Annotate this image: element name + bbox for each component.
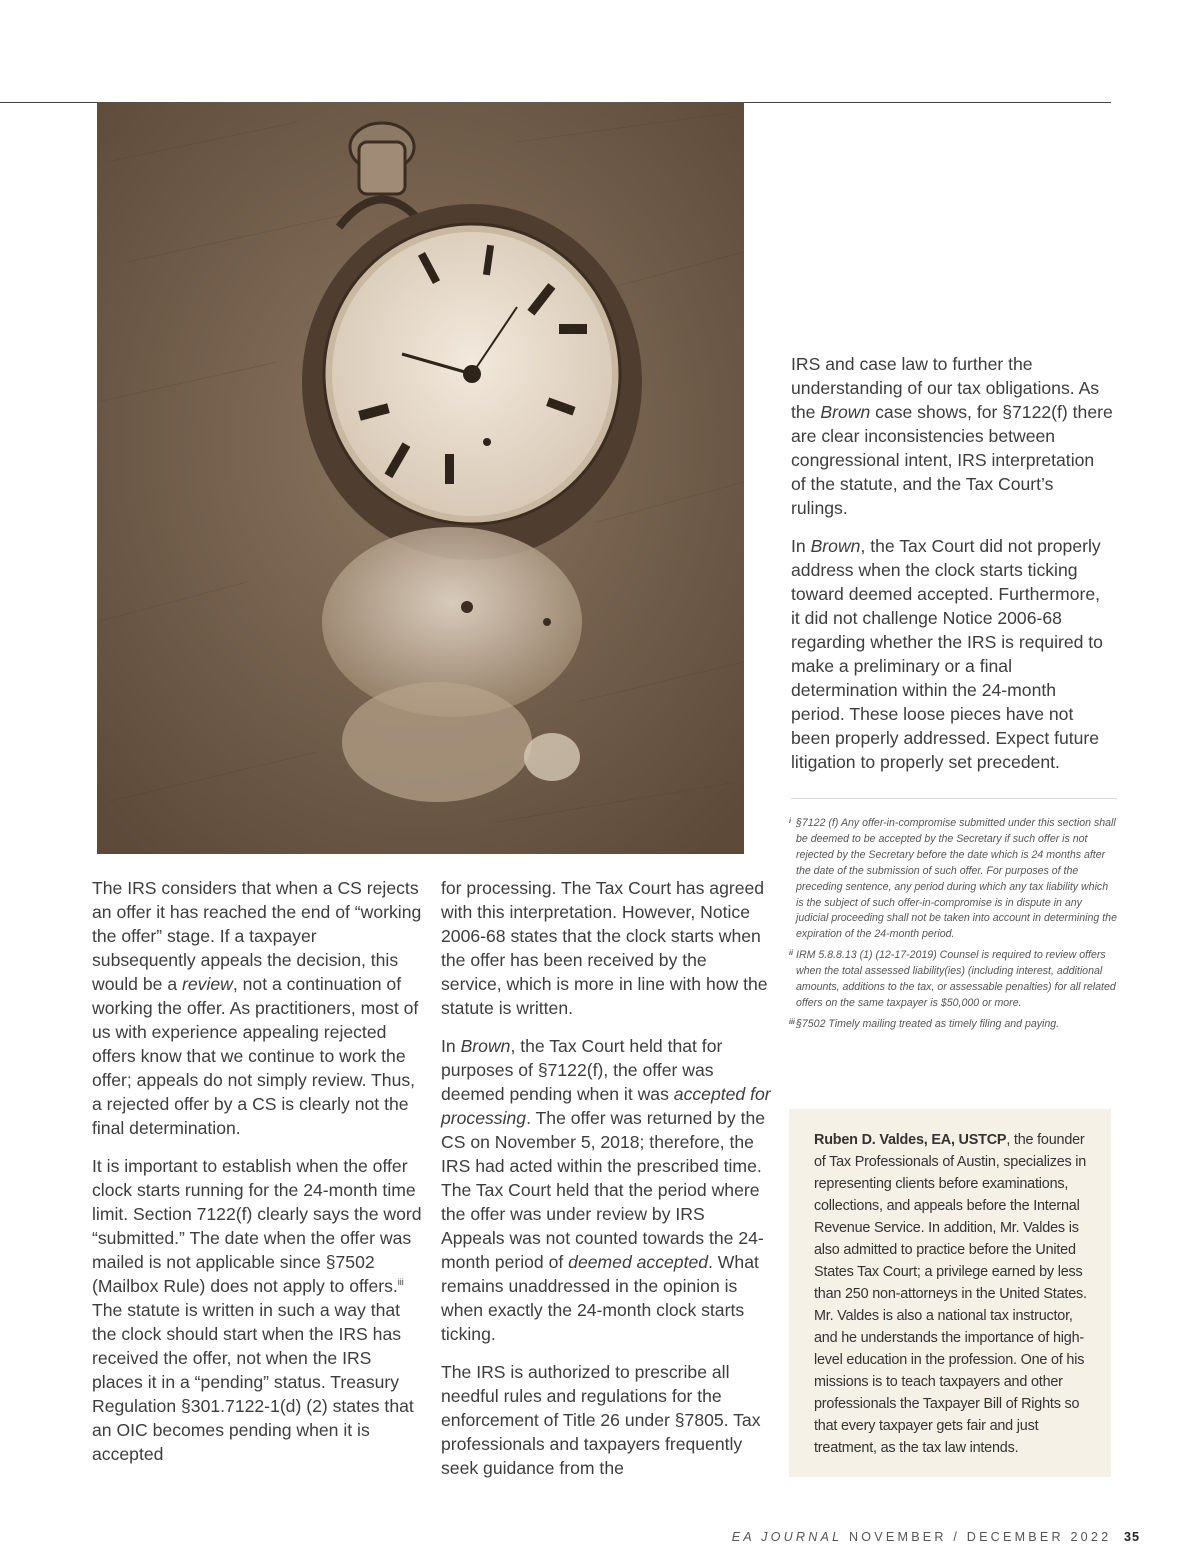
page-footer	[732, 1530, 1140, 1544]
body-column-1	[92, 876, 422, 1480]
footnote-ref[interactable]: iii	[397, 1277, 404, 1288]
author-bio-text: , the founder of Tax Professionals of Austin, specializes in representing clients before examinations, collections, and appeals before the Internal Revenue Service. In addition, Mr. Valdes is also admitted to practice before the United States Tax Court; a privilege earned by less than 250 non-attorneys in the United States. Mr. Valdes is also a national tax instructor, and he understands the importance of high-level education in the profession. One of his missions is to teach taxpayers and other professionals the Taxpayer Bill of Rights so that every taxpayer gets fair and just treatment, as the tax law intends.	[814, 1132, 1087, 1456]
page-number: 35	[1123, 1530, 1140, 1544]
pocket-watch-icon	[97, 102, 744, 854]
footnote-item	[789, 1017, 1117, 1033]
body-column-3	[791, 352, 1113, 788]
footnote-mark: i	[789, 818, 791, 825]
footnote-item	[789, 948, 1117, 1012]
journal-name: EA JOURNAL	[731, 1530, 843, 1544]
author-bio-box	[789, 1109, 1111, 1477]
paragraph: In Brown, the Tax Court held that for purposes of §7122(f), the offer was deemed pending when it was accepted for processing. The offer was returned by the CS on November 5, 2018; therefore, the IRS had acted within the prescribed time. The Tax Court held that the period where the offer was under review by IRS Appeals was not counted towards the 24-month period of deemed accepted. What remains unaddressed in the opinion is when exactly the 24-month clock starts ticking.	[441, 1036, 771, 1344]
paragraph: It is important to establish when the offer clock starts running for the 24-month time limit. Section 7122(f) clearly says the word “submitted.” The date when the offer was mailed is not applicable since §7502 (Mailbox Rule) does not apply to offers.$^{iii}$ The statute is written in such a way that the clock should start when the IRS has received the offer, not when the IRS places it in a “pending” status. Treasury Regulation §301.7122-1(d) (2) states that an OIC becomes pending when it is accepted	[92, 1156, 422, 1464]
footnote-divider	[791, 798, 1117, 799]
footnote-mark: iii	[789, 1018, 795, 1026]
body-column-2	[441, 876, 771, 1494]
footnote-text: §7122 (f) Any offer-in-compromise submitted under this section shall be deemed to be accepted by the Secretary if such offer is not rejected by the Secretary before the date which is 24 months after the date of the submission of such offer. For purposes of the preceding sentence, any period during which any tax liability which is the subject of such offer-in-compromise is in dispute in any judicial proceeding shall not be taken into account in determining the expiration of the 24-month period.	[796, 817, 1117, 941]
paragraph: The IRS is authorized to prescribe all needful rules and regulations for the enforcement of Title 26 under §7805. Tax professionals and taxpayers frequently seek guidance from the	[441, 1362, 761, 1478]
footnote-mark: ii	[789, 950, 793, 958]
paragraph: The IRS considers that when a CS rejects an offer it has reached the end of “working the offer” stage. If a taxpayer subsequently appeals the decision, this would be a review, not a continuation of working the offer. As practitioners, most of us with experience appealing rejected offers know that we continue to work the offer; appeals do not simply review. Thus, a rejected offer by a CS is clearly not the final determination.	[92, 878, 422, 1138]
footnote-item	[789, 816, 1117, 943]
pocket-watch-illustration	[97, 102, 744, 854]
footnote-text: IRM 5.8.8.13 (1) (12-17-2019) Counsel is required to review offers when the total assessed liability(ies) (including interest, additional amounts, additions to the tax, or assessable penalties) for all related offers on the same taxpayer is $50,000 or more.	[796, 949, 1116, 1009]
author-bio	[814, 1129, 1092, 1459]
paragraph: In Brown, the Tax Court did not properly address when the clock starts ticking toward deemed accepted. Furthermore, it did not challenge Notice 2006-68 regarding whether the IRS is required to make a preliminary or a final determination within the 24-month period. These loose pieces have not been properly addressed. Expect future litigation to properly set precedent.	[791, 536, 1103, 772]
paragraph: IRS and case law to further the understanding of our tax obligations. As the Brown case shows, for §7122(f) there are clear inconsistencies between congressional intent, IRS interpretation of the statute, and the Tax Court’s rulings.	[791, 354, 1113, 518]
author-name: Ruben D. Valdes, EA, USTCP	[814, 1132, 1007, 1148]
paragraph: for processing. The Tax Court has agreed with this interpretation. However, Notice 2006-68 states that the clock starts when the offer has been received by the service, which is more in line with how the statute is written.	[441, 878, 768, 1018]
footnotes	[789, 816, 1117, 1038]
issue-date: NOVEMBER / DECEMBER 2022	[849, 1530, 1112, 1544]
footnote-text: §7502 Timely mailing treated as timely filing and paying.	[796, 1017, 1060, 1030]
